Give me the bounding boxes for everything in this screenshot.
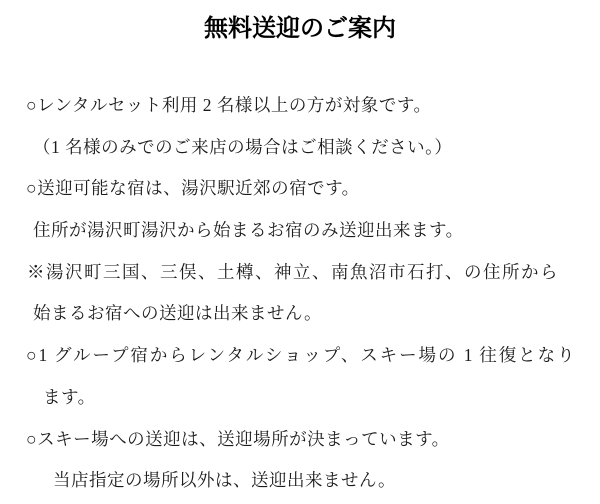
line-excluded-areas: ※湯沢町三国、三俣、土樽、神立、南魚沼市石打、の住所から [27, 261, 558, 282]
line-pickup-locations: ○スキー場への送迎は、送迎場所が決まっています。 [26, 428, 450, 449]
line-pickup-locations-continuation: 当店指定の場所以外は、送迎出来ません。 [53, 470, 397, 491]
line-rental-set-eligibility: ○レンタルセット利用 2 名様以上の方が対象です。 [26, 95, 432, 115]
line-address-rule: 住所が湯沢町湯沢から始まるお宿のみ送迎出来ます。 [33, 220, 464, 241]
line-round-trip-limit-continuation: ます。 [43, 386, 96, 407]
line-excluded-areas-continuation: 始まるお宿への送迎は出来ません。 [33, 303, 323, 324]
line-service-area: ○送迎可能な宿は、湯沢駅近郊の宿です。 [26, 178, 360, 199]
document-body [0, 85, 600, 502]
line-round-trip-limit: ○1 グループ宿からレンタルショップ、スキー場の 1 往復となり [26, 345, 575, 366]
document-title: 無料送迎のご案内 [204, 15, 396, 42]
line-single-guest-note: （1 名様のみでのご来店の場合はご相談ください。） [33, 136, 453, 157]
